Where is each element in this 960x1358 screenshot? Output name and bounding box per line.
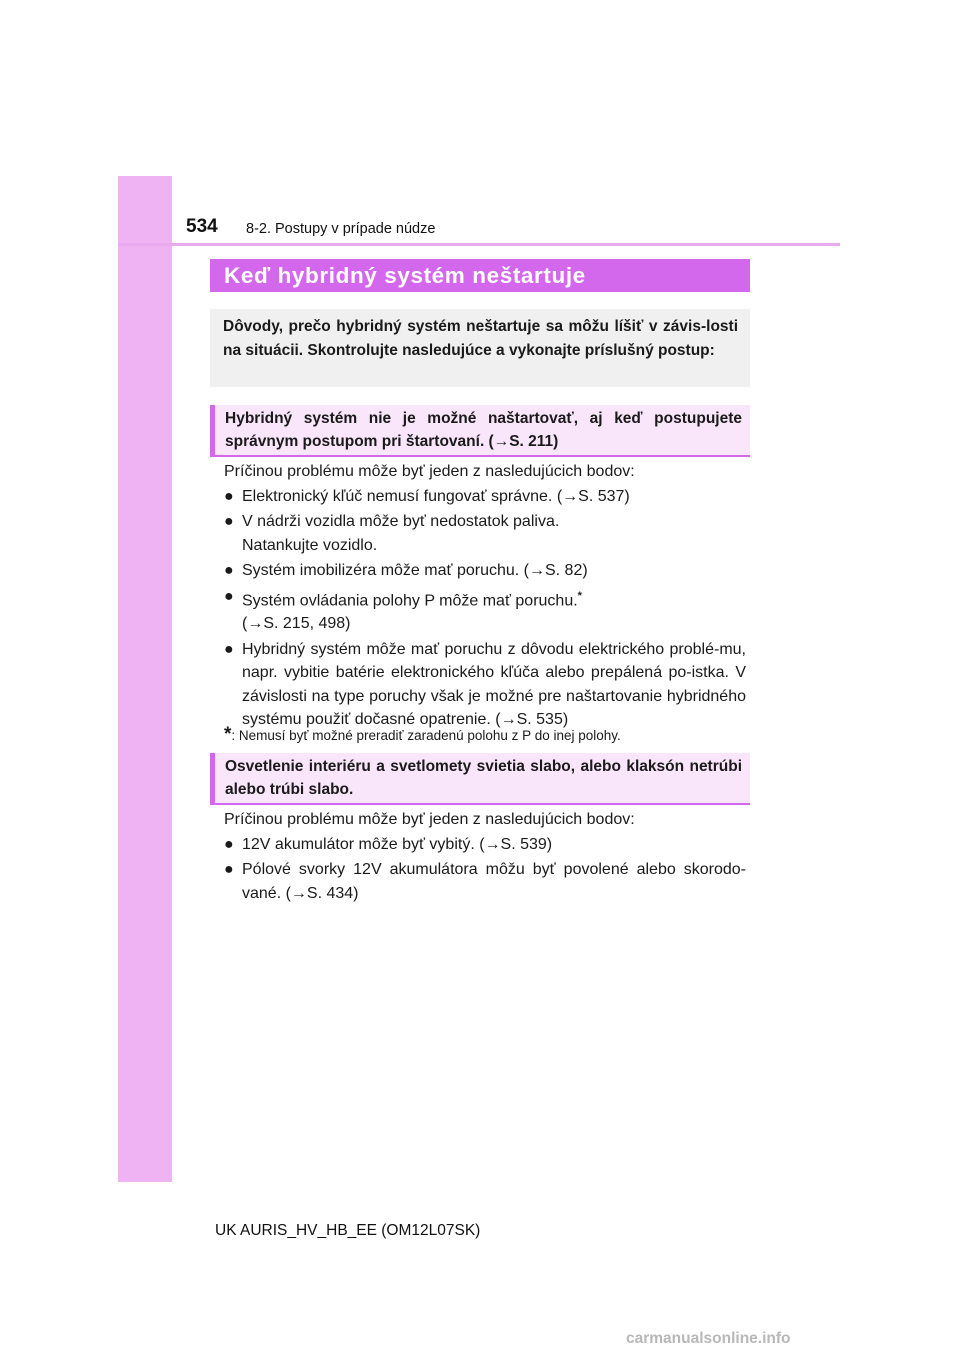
list-item-text: Systém imobilizéra môže mať poruchu. (→S. 82) [242,562,588,579]
footer-model-code: UK AURIS_HV_HB_EE (OM12L07SK) [215,1222,481,1239]
bullet-icon: ● [224,562,234,579]
list-item-text: 12V akumulátor môže byť vybitý. (→S. 539) [242,835,553,853]
list-item-text: Hybridný systém môže mať poruchu z dôvodu elektrického problé-mu, napr. vybitie batérie elektronického kľúča alebo prepálená po-istka. V závislosti na type poruchy však je možné pre naštartovanie hybridného systému použiť dočasné opatrenie. (→S. 535) [242,640,746,729]
list-item [224,833,746,857]
list-item-text: Elektronický kľúč nemusí fungovať správne. (→S. 537) [242,487,630,505]
bullet-icon: ● [224,513,234,530]
list-item-text: Pólové svorky 12V akumulátora môžu byť povolené alebo skorodo-vané. (→S. 434) [242,861,746,902]
list-item-text: Systém ovládania polohy P môže mať poruchu. [242,591,578,609]
lead-text: Príčinou problému môže byť jeden z nasledujúcich bodov: [224,811,635,828]
list-item [224,585,746,636]
header-rule [118,243,840,246]
intro-box [210,309,750,387]
bullet-icon: ● [224,487,234,505]
bullet-icon: ● [224,640,234,658]
lead-text: Príčinou problému môže byť jeden z nasledujúcich bodov: [224,463,635,480]
subsection-body-2 [224,808,746,905]
bullet-icon: ● [224,587,234,605]
list-item [224,485,746,509]
list-item-text: V nádrži vozidla môže byť nedostatok paliva. [242,513,560,530]
subsection-heading-1-text: Hybridný systém nie je možné naštartovať, aj keď postupujete správnym postupom pri štartovaní. (→S. 211) [225,410,742,450]
list-item [224,638,746,732]
subsection-heading-2 [210,753,750,805]
section-title: Keď hybridný systém neštartuje [224,263,586,288]
footnote-text: : Nemusí byť možné preradiť zaradenú polohu z P do inej polohy. [231,728,621,743]
intro-text: Dôvody, prečo hybridný systém neštartuje sa môžu líšiť v závis-losti na situácii. Skontrolujte nasledujúce a vykonajte príslušný postup: [223,318,738,359]
footnote [224,724,621,746]
page-number: 534 [186,216,218,237]
subsection-heading-2-text: Osvetlenie interiéru a svetlomety svietia slabo, alebo klaksón netrúbi alebo trúbi slabo. [225,758,742,798]
list-item-continuation: (→S. 215, 498) [242,615,351,633]
subsection-heading-1 [210,405,750,457]
subsection-body-1 [224,460,746,732]
bullet-icon: ● [224,861,234,878]
bullet-icon: ● [224,835,234,853]
list-item-continuation: Natankujte vozidlo. [242,536,378,554]
section-title-bar [210,259,750,292]
list-item [224,559,746,583]
list-item [224,510,746,557]
side-tab-band [118,176,172,1182]
footnote-star: * [224,724,232,745]
footnote-marker: * [577,589,582,602]
list-item [224,858,746,905]
chapter-title: 8-2. Postupy v prípade núdze [246,221,436,237]
watermark: carmanualsonline.info [626,1330,791,1347]
